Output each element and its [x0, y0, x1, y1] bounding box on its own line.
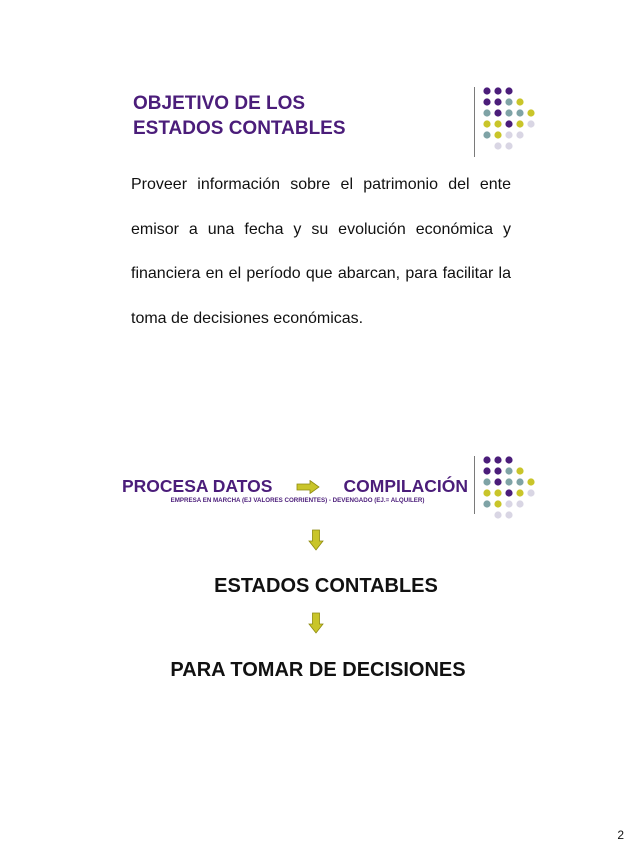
- decorative-dot: [505, 456, 512, 463]
- right-arrow-icon: [296, 480, 320, 494]
- decorative-dot: [483, 98, 490, 105]
- decisiones-heading: PARA TOMAR DE DECISIONES: [170, 659, 466, 681]
- decorative-dot: [505, 500, 512, 507]
- decorative-dot: [483, 478, 490, 485]
- divider-line: [474, 456, 475, 514]
- dot-grid-decoration: [482, 86, 542, 158]
- decorative-dot: [494, 489, 501, 496]
- decorative-dot: [505, 109, 512, 116]
- decorative-dot: [494, 511, 501, 518]
- decorative-dot: [505, 87, 512, 94]
- decorative-dot: [527, 489, 534, 496]
- page-number: 2: [617, 828, 624, 842]
- decorative-dot: [505, 478, 512, 485]
- decorative-dot: [494, 87, 501, 94]
- decorative-dot: [516, 120, 523, 127]
- decorative-dot: [505, 131, 512, 138]
- decorative-dot: [516, 478, 523, 485]
- procesa-datos-label: PROCESA DATOS: [122, 476, 273, 496]
- decorative-dot: [505, 142, 512, 149]
- decorative-dot: [483, 131, 490, 138]
- compilacion-label: COMPILACIÓN: [343, 476, 468, 496]
- slide1-title-line1: OBJETIVO DE LOS: [133, 93, 306, 114]
- estados-contables-heading: ESTADOS CONTABLES: [214, 575, 438, 597]
- down-arrow-icon: [308, 529, 324, 551]
- decorative-dot: [483, 87, 490, 94]
- decorative-dot: [527, 109, 534, 116]
- decorative-dot: [516, 98, 523, 105]
- decorative-dot: [483, 109, 490, 116]
- decorative-dot: [516, 489, 523, 496]
- process-row: [122, 476, 468, 497]
- decorative-dot: [494, 98, 501, 105]
- decorative-dot: [505, 511, 512, 518]
- slide1-title: [133, 91, 463, 141]
- decorative-dot: [505, 120, 512, 127]
- decorative-dot: [494, 467, 501, 474]
- slide1-body-text: Proveer información sobre el patrimonio del ente emisor a una fecha y su evolución económica y financiera en el período que abarcan, para facilitar la toma de decisiones económicas.: [131, 176, 511, 327]
- decorative-dot: [516, 109, 523, 116]
- decorative-dot: [516, 131, 523, 138]
- decorative-dot: [483, 500, 490, 507]
- process-note: EMPRESA EN MARCHA (EJ VALORES CORRIENTES) - DEVENGADO (EJ.= ALQUILER): [170, 497, 425, 504]
- decorative-dot: [494, 142, 501, 149]
- decorative-dot: [527, 478, 534, 485]
- dot-grid-decoration: [482, 455, 542, 527]
- decorative-dot: [483, 456, 490, 463]
- down-arrow-icon: [308, 612, 324, 634]
- slide1-title-line2: ESTADOS CONTABLES: [133, 118, 346, 139]
- decorative-dot: [494, 131, 501, 138]
- decorative-dot: [494, 500, 501, 507]
- decorative-dot: [494, 456, 501, 463]
- divider-line: [474, 87, 475, 157]
- decorative-dot: [483, 467, 490, 474]
- decorative-dot: [505, 98, 512, 105]
- decorative-dot: [505, 489, 512, 496]
- decorative-dot: [527, 120, 534, 127]
- decorative-dot: [494, 109, 501, 116]
- decorative-dot: [505, 467, 512, 474]
- decorative-dot: [516, 500, 523, 507]
- decorative-dot: [483, 489, 490, 496]
- decorative-dot: [494, 478, 501, 485]
- decorative-dot: [483, 120, 490, 127]
- decorative-dot: [494, 120, 501, 127]
- decorative-dot: [516, 467, 523, 474]
